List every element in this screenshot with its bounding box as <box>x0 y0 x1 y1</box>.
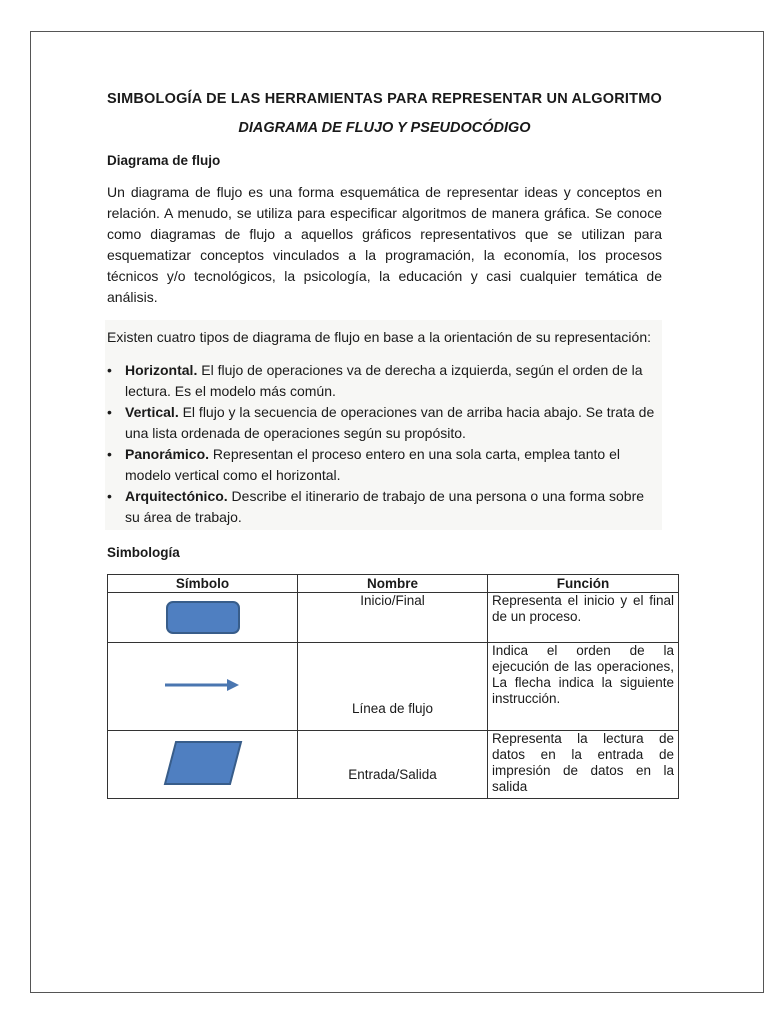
function-cell: Representa el inicio y el final de un proceso. <box>488 593 679 643</box>
column-header-function: Función <box>488 575 679 593</box>
types-list <box>107 354 662 530</box>
document-subtitle: DIAGRAMA DE FLUJO Y PSEUDOCÓDIGO <box>238 120 531 136</box>
flow-arrow-icon <box>163 675 243 695</box>
table-header-row <box>108 575 679 593</box>
type-description: El flujo de operaciones va de derecha a izquierda, según el orden de la lectura. Es el modelo más común. <box>125 362 643 399</box>
type-term: Arquitectónico. <box>125 488 228 504</box>
name-cell: Línea de flujo <box>298 643 488 731</box>
list-item <box>107 486 662 528</box>
list-item <box>107 444 662 486</box>
table-row <box>108 593 679 643</box>
type-term: Panorámico. <box>125 446 210 462</box>
symbol-table <box>107 574 679 799</box>
type-description: El flujo y la secuencia de operaciones van de arriba hacia abajo. Se trata de una lista ordenada de operaciones según su propósito. <box>125 404 655 441</box>
column-header-symbol: Símbolo <box>108 575 298 593</box>
list-item <box>107 402 662 444</box>
symbol-cell <box>108 643 298 731</box>
type-description: Representan el proceso entero en una sola carta, emplea tanto el modelo vertical como el horizontal. <box>125 446 620 483</box>
terminal-rounded-rect-icon <box>166 601 240 634</box>
type-term: Horizontal. <box>125 362 198 378</box>
types-block <box>105 320 662 530</box>
type-term: Vertical. <box>125 404 179 420</box>
type-description: Describe el itinerario de trabajo de una persona o una forma sobre su área de trabajo. <box>125 488 645 525</box>
bullet-icon: • <box>107 362 112 378</box>
bullet-icon: • <box>107 446 112 462</box>
column-header-name: Nombre <box>298 575 488 593</box>
section-heading: Diagrama de flujo <box>107 153 221 168</box>
document-page <box>30 31 764 993</box>
parallelogram-icon <box>163 740 243 786</box>
name-cell: Entrada/Salida <box>298 731 488 799</box>
document-content <box>107 90 674 799</box>
types-intro: Existen cuatro tipos de diagrama de flujo en base a la orientación de su representación: <box>107 329 652 345</box>
function-cell: Representa la lectura de datos en la entrada de impresión de datos en la salida <box>488 731 679 799</box>
simbologia-heading: Simbología <box>107 545 180 560</box>
table-row <box>108 731 679 799</box>
bullet-icon: • <box>107 404 112 420</box>
bullet-icon: • <box>107 488 112 504</box>
symbol-cell <box>108 731 298 799</box>
symbol-cell <box>108 593 298 643</box>
list-item <box>107 360 662 402</box>
table-row <box>108 643 679 731</box>
document-title: SIMBOLOGÍA DE LAS HERRAMIENTAS PARA REPRESENTAR UN ALGORITMO <box>107 91 662 107</box>
name-cell: Inicio/Final <box>298 593 488 643</box>
function-cell: Indica el orden de la ejecución de las operaciones, La flecha indica la siguiente instrucción. <box>488 643 679 731</box>
definition-paragraph: Un diagrama de flujo es una forma esquemática de representar ideas y conceptos en relación. A menudo, se utiliza para especificar algoritmos de manera gráfica. Se conoce como diagramas de flujo a aquellos gráficos representativos que se utilizan para esquematizar conceptos vinculados a la programación, la economía, los procesos técnicos y/o tecnológicos, la psicología, la educación y casi cualquier temática de análisis. <box>107 184 662 305</box>
